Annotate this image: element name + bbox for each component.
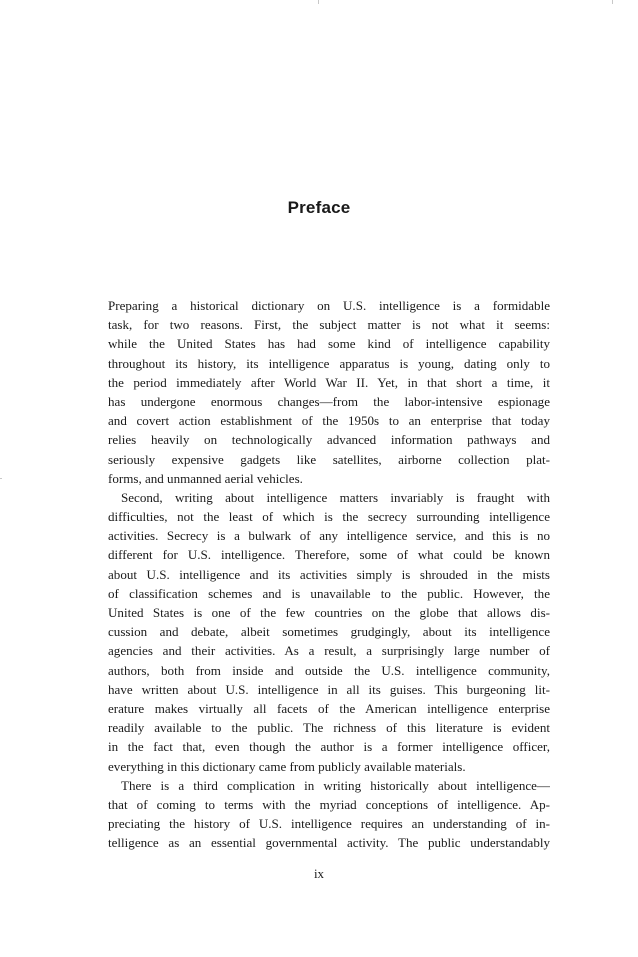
text-line: while the United States has had some kind of intelligence capability xyxy=(108,336,550,352)
text-line: There is a third complication in writing historically about intelligence— xyxy=(121,777,550,793)
text-line: authors, both from inside and outside the U.S. intelligence community, xyxy=(108,662,550,678)
text-line: the period immediately after World War II. Yet, in that short a time, it xyxy=(108,374,550,390)
page-title: Preface xyxy=(287,198,351,217)
text-line: Second, writing about intelligence matters invariably is fraught with xyxy=(121,489,550,505)
text-line: cussion and debate, albeit sometimes grudgingly, about its intelligence xyxy=(108,624,550,640)
text-line: has undergone enormous changes—from the labor-intensive espionage xyxy=(108,393,550,409)
paragraph xyxy=(108,296,550,488)
paragraph xyxy=(108,488,550,776)
body-text xyxy=(108,296,550,852)
text-line: United States is one of the few countries on the globe that allows dis- xyxy=(108,605,550,620)
text-line: task, for two reasons. First, the subject matter is not what it seems: xyxy=(108,317,550,333)
text-line: throughout its history, its intelligence apparatus is young, dating only to xyxy=(108,355,550,371)
text-line: of classification schemes and is unavailable to the public. However, the xyxy=(108,585,550,601)
text-line: about U.S. intelligence and its activities simply is shrouded in the mists xyxy=(108,566,550,582)
text-line: everything in this dictionary came from publicly available materials. xyxy=(108,758,466,774)
text-line: and covert action establishment of the 1950s to an enterprise that today xyxy=(108,413,550,429)
page-number: ix xyxy=(313,866,325,881)
text-line: seriously expensive gadgets like satellites, airborne collection plat- xyxy=(108,451,550,467)
text-line: readily available to the public. The richness of this literature is evident xyxy=(108,720,550,736)
crop-mark-top-right xyxy=(612,0,613,4)
text-line: agencies and their activities. As a result, a surprisingly large number of xyxy=(108,643,550,659)
paragraph xyxy=(108,776,550,853)
text-line: telligence as an essential governmental activity. The public understandably xyxy=(108,835,550,851)
text-line: activities. Secrecy is a bulwark of any intelligence service, and this is no xyxy=(108,528,550,544)
text-line: that of coming to terms with the myriad conceptions of intelligence. Ap- xyxy=(108,796,550,812)
text-line: in the fact that, even though the author is a former intelligence officer, xyxy=(108,739,550,755)
crop-mark-left xyxy=(0,478,2,479)
text-line: erature makes virtually all facets of the American intelligence enterprise xyxy=(108,700,550,716)
text-line: different for U.S. intelligence. Therefore, some of what could be known xyxy=(108,547,550,563)
text-line: have written about U.S. intelligence in all its guises. This burgeoning lit- xyxy=(108,681,550,697)
text-line: Preparing a historical dictionary on U.S. intelligence is a formidable xyxy=(108,298,550,313)
crop-mark-top xyxy=(318,0,319,4)
text-line: preciating the history of U.S. intelligence requires an understanding of in- xyxy=(108,816,550,832)
text-line: forms, and unmanned aerial vehicles. xyxy=(108,470,303,486)
text-line: relies heavily on technologically advanced information pathways and xyxy=(108,432,550,448)
text-line: difficulties, not the least of which is the secrecy surrounding intelligence xyxy=(108,509,550,525)
